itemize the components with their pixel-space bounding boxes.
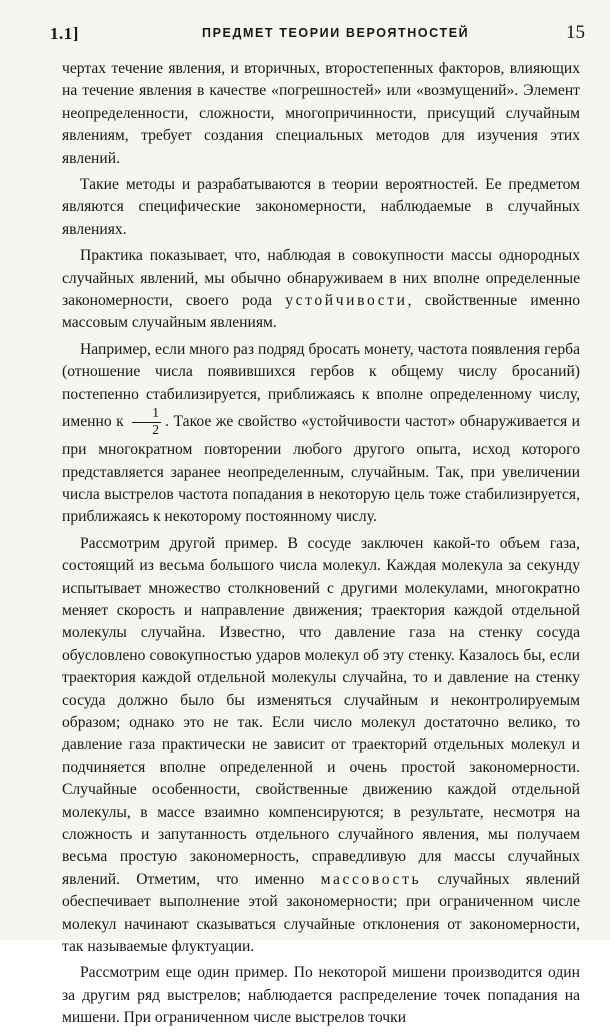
paragraph-text: Такие методы и разрабатываются в теории вероятностей. Ее предметом являются специфические закономерности, наблюдаемые в случайных явлениях. — [62, 176, 580, 238]
paragraph-text: . Такое же свойство «устойчивости частот» обнаруживается и при многократном повторении любого другого опыта, исход которого представляется заранее неопределенным, случайным. Так, при увеличении числа выстрелов частота попадания в некоторую цель тоже стабилизируется, приближаясь к некоторому постоянному числу. — [62, 413, 580, 526]
paragraph — [62, 174, 580, 241]
fraction-denominator: 2 — [152, 423, 160, 439]
fraction — [132, 406, 161, 439]
paragraph — [62, 339, 580, 529]
paragraph-text: чертах течение явления, и вторичных, второстепенных факторов, влияющих на течение явления в качестве «погрешностей» или «возмущений». Элемент неопределенности, сложности, многопричинности, присущий случайным явлениям, требует создания специальных методов для изучения этих явлений. — [62, 60, 580, 167]
section-number: 1.1] — [50, 24, 79, 43]
paragraph-text: случайных явлений обеспечивает выполнение этой закономерности; при ограниченном числе молекул начинают сказываться случайные отклонения от закономерности, так называемые флуктуации. — [62, 870, 581, 956]
fraction-numerator: 1 — [132, 406, 161, 423]
page-body — [62, 58, 580, 1034]
paragraph — [62, 962, 580, 1029]
paragraph-text: Рассмотрим еще один пример. По некоторой мишени производится один за другим ряд выстрелов; наблюдается распределение точек попадания на мишени. При ограниченном числе выстрелов точки — [62, 964, 580, 1027]
paragraph-text: Практика показывает, что, наблюдая в совокупности массы однородных случайных явлений, мы обычно обнаруживаем в них вполне определенные закономерности, своего рода — [62, 247, 580, 310]
page-number: 15 — [566, 22, 585, 43]
paragraph-text: , свойственные именно массовым случайным явлениям. — [62, 292, 580, 332]
running-title: ПРЕДМЕТ ТЕОРИИ ВЕРОЯТНОСТЕЙ — [202, 26, 470, 40]
paragraph — [62, 533, 580, 959]
paragraph-text: Например, если много раз подряд бросать монету, частота появления герба (отношение числа появившихся гербов к общему числу бросаний) постепенно стабилизируется, приближаясь к вполне определенному числу, именно к — [62, 340, 580, 431]
running-header — [50, 22, 585, 46]
paragraph-text: Рассмотрим другой пример. В сосуде заключен какой-то объем газа, состоящий из весьма большого числа молекул. Каждая молекула за секунду испытывает множество столкновений с другими молекулами, многократно меняет скорость и направление движения; траектория каждой отдельной молекулы случайна. Известно, что давление газа на стенку сосуда обусловлено совокупностью ударов молекул об эту стенку. Казалось бы, если траектория каждой отдельной молекулы случайна, то и давление на стенку сосуда должно было бы изменяться случайным и неконтролируемым образом; однако это не так. Если число молекул достаточно велико, то давление газа практически не зависит от траекторий отдельных молекул и подчиняется вполне определенной и очень простой закономерности. Случайные особенности, свойственные движению каждой отдельной молекулы, в массе взаимно компенсируются; в результате, несмотря на сложность и запутанность отдельного случайного явления, мы получаем весьма простую закономерность, справедливую для массы случайных явлений. Отметим, что именно — [62, 534, 580, 888]
paragraph — [62, 245, 580, 335]
paragraph — [62, 58, 580, 170]
emphasized-term: массовость — [320, 870, 422, 888]
emphasized-term: устойчивости — [285, 292, 408, 310]
